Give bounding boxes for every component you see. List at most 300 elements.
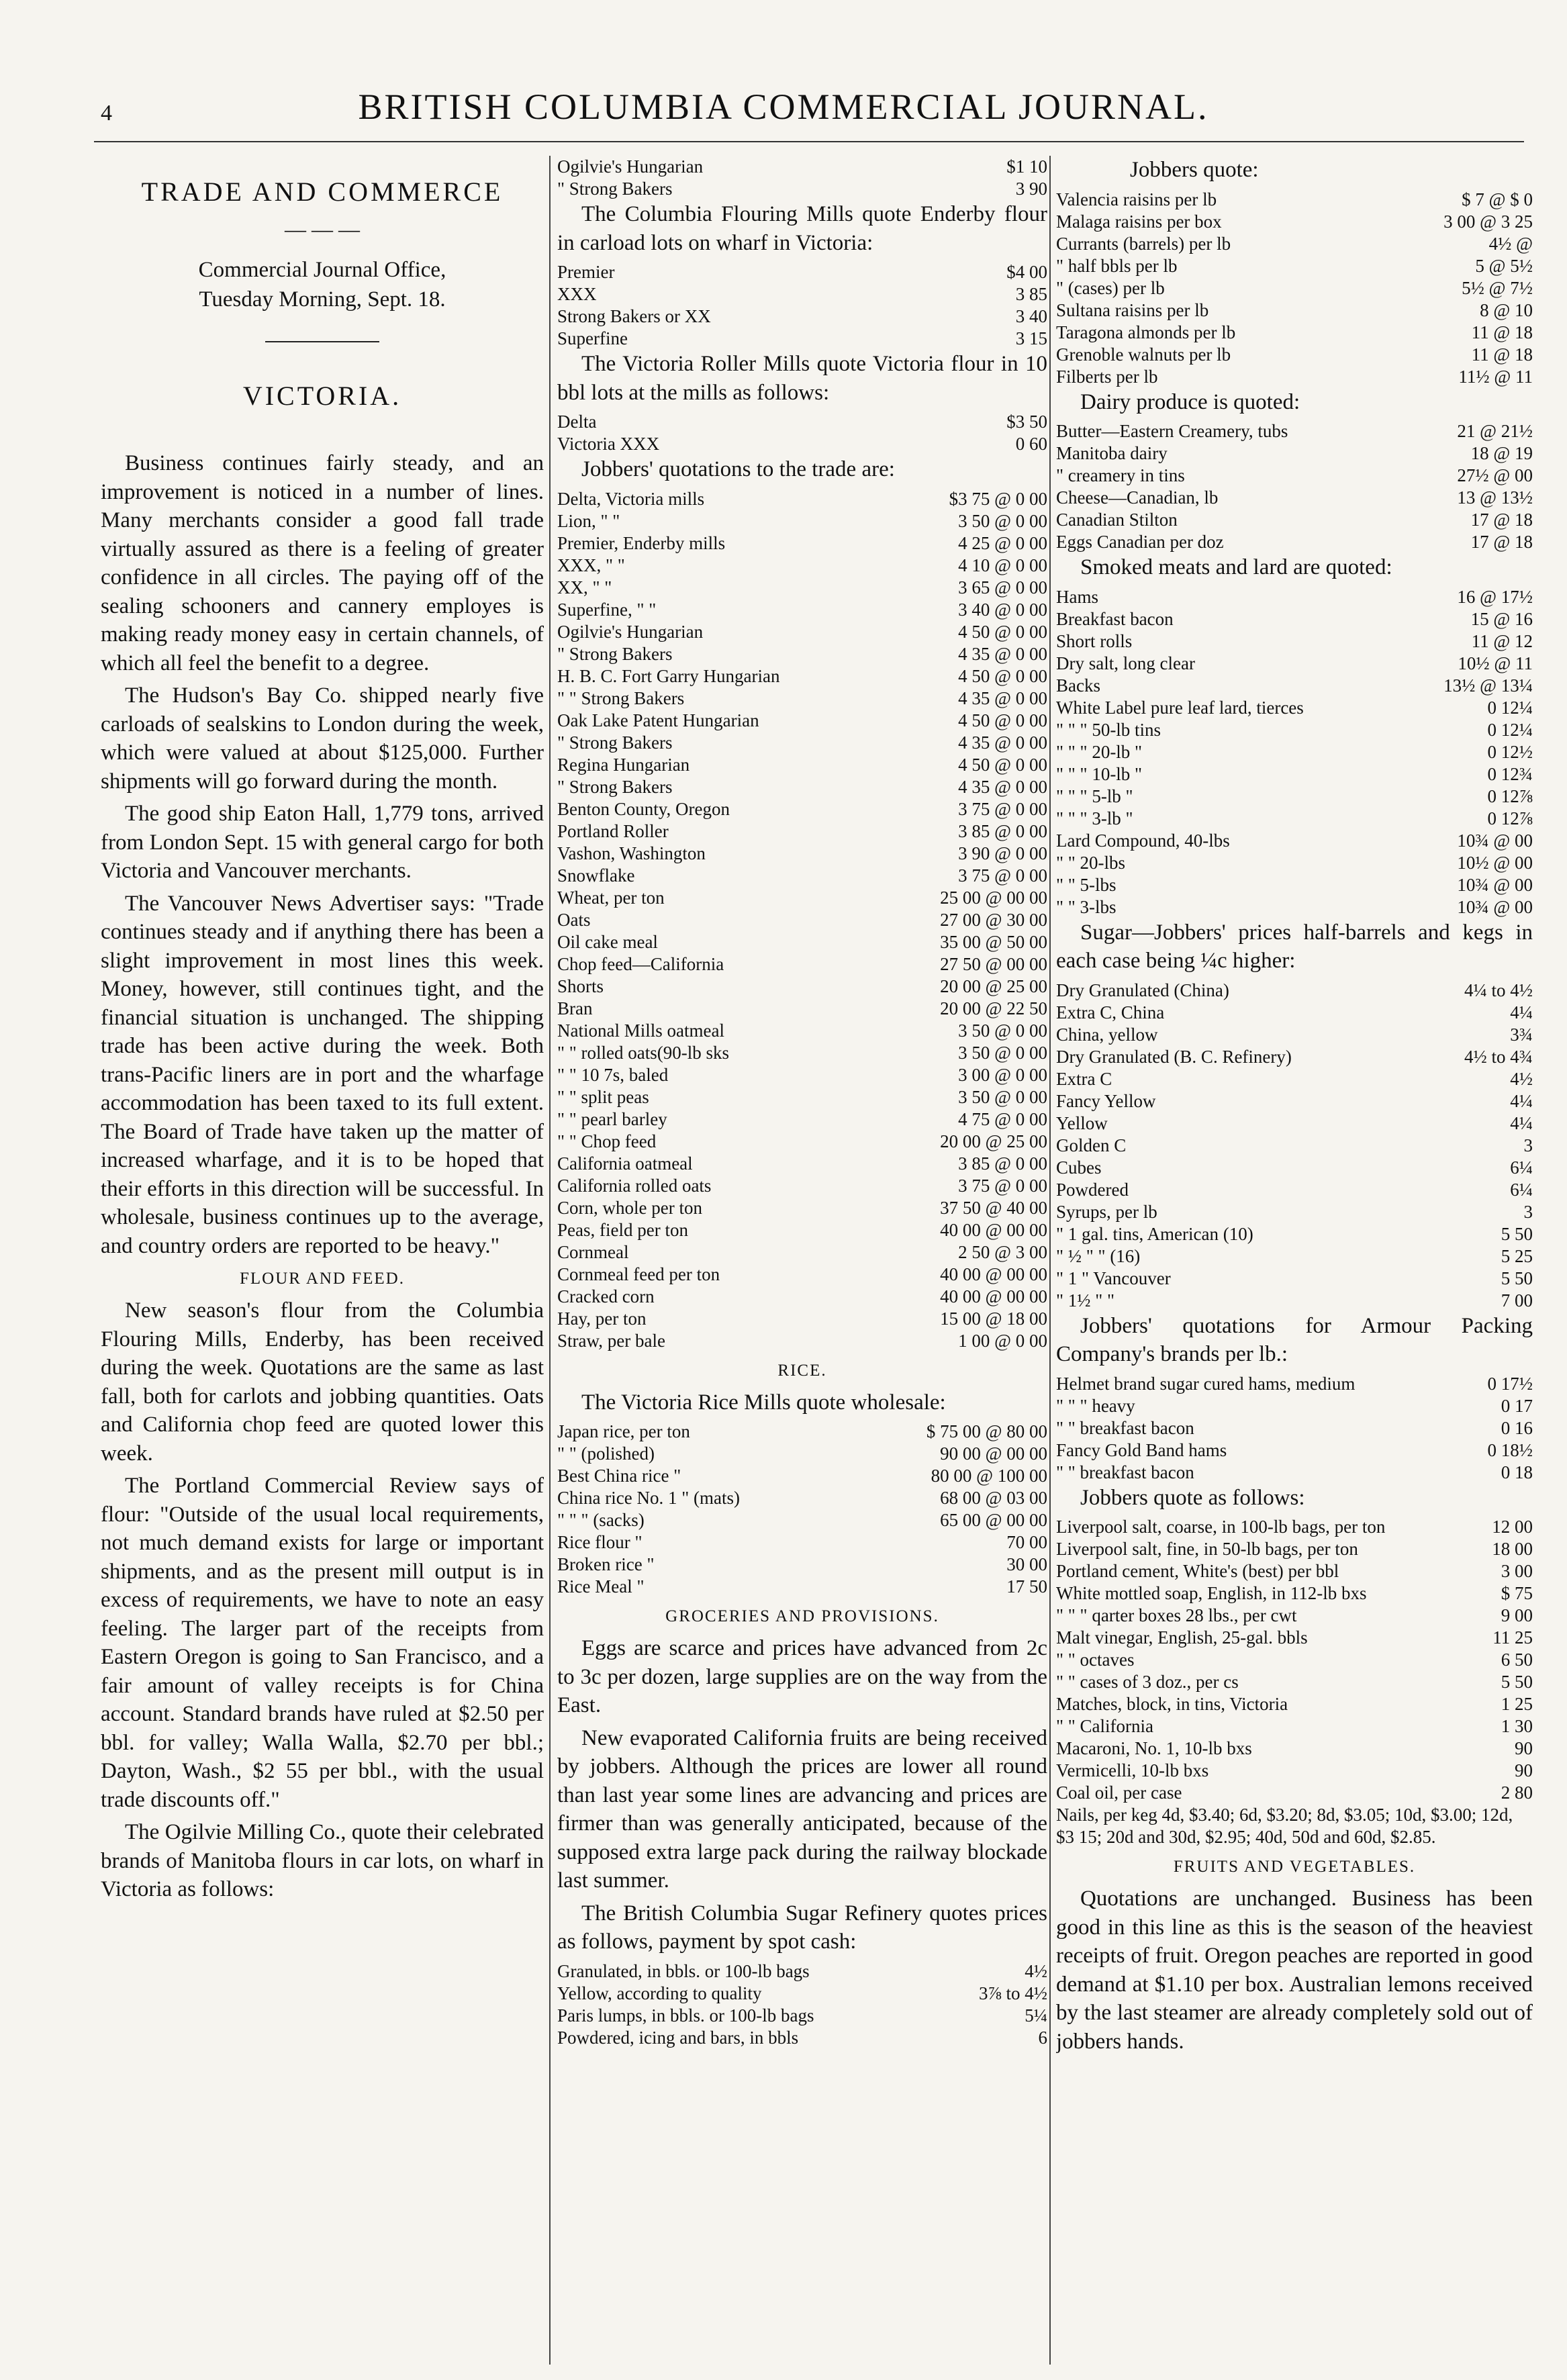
item-label: " (cases) per lb (1056, 277, 1165, 298)
item-label: Taragona almonds per lb (1056, 322, 1236, 342)
item-label: " ½ " " (16) (1056, 1245, 1141, 1266)
price-row (1056, 189, 1533, 211)
item-label: Victoria XXX (557, 434, 660, 454)
price-row (1056, 1157, 1533, 1179)
item-label: " " Chop feed (557, 1131, 657, 1151)
price-row (557, 1286, 1047, 1308)
item-label: Bran (557, 998, 593, 1018)
price-row (1056, 1738, 1533, 1760)
item-label: Straw, per bale (557, 1330, 665, 1351)
item-label: Lard Compound, 40-lbs (1056, 830, 1230, 851)
item-label: " Strong Bakers (557, 179, 673, 199)
item-label: Currants (barrels) per lb (1056, 233, 1231, 254)
price-row (557, 1531, 1047, 1554)
item-price: 1 25 (1501, 1694, 1533, 1714)
price-row (557, 305, 1047, 328)
price-row (1056, 852, 1533, 874)
item-label: Ogilvie's Hungarian (557, 156, 704, 177)
item-label: Rice flour " (557, 1532, 643, 1552)
item-price: 12 00 (1492, 1517, 1533, 1537)
item-label: Fancy Gold Band hams (1056, 1439, 1227, 1460)
price-row (1056, 874, 1533, 896)
item-label: Hams (1056, 586, 1098, 607)
price-row (557, 328, 1047, 350)
item-label: " 1½ " " (1056, 1290, 1115, 1311)
item-price: 37 50 @ 40 00 (940, 1197, 1047, 1218)
price-row (1056, 1068, 1533, 1090)
price-row (1056, 763, 1533, 786)
item-price: 90 (1515, 1760, 1533, 1780)
price-list (1056, 1373, 1533, 1484)
subheading-flour: FLOUR AND FEED. (240, 1270, 405, 1288)
dateline-office: Commercial Journal Office, (198, 258, 446, 282)
item-price: 6 50 (1501, 1650, 1533, 1670)
price-row (557, 732, 1047, 754)
price-row (557, 1330, 1047, 1352)
item-price: 20 00 @ 25 00 (940, 1131, 1047, 1151)
item-price: 27 00 @ 30 00 (940, 909, 1047, 930)
price-row (1056, 1439, 1533, 1462)
item-label: Cornmeal feed per ton (557, 1264, 720, 1284)
item-label: Matches, block, in tins, Victoria (1056, 1694, 1288, 1714)
price-row (557, 1983, 1047, 2005)
item-price: 15 @ 16 (1470, 608, 1533, 629)
item-label: White Label pure leaf lard, tierces (1056, 697, 1304, 718)
price-row (557, 975, 1047, 998)
item-label: Strong Bakers or XX (557, 306, 711, 326)
price-row (557, 1064, 1047, 1086)
item-label: " creamery in tins (1056, 465, 1185, 485)
item-label: " " (polished) (557, 1443, 655, 1464)
item-price: 30 00 (1006, 1554, 1047, 1574)
item-label: " " " (sacks) (557, 1510, 645, 1530)
item-price: $ 7 @ $ 0 (1462, 189, 1533, 209)
price-row (1056, 1090, 1533, 1112)
item-label: H. B. C. Fort Garry Hungarian (557, 665, 780, 686)
item-label: Premier (557, 262, 615, 282)
item-price: 3 15 (1015, 328, 1047, 348)
item-price: $3 50 (1006, 412, 1047, 432)
price-row (1056, 531, 1533, 553)
price-row (1056, 1223, 1533, 1245)
item-label: Regina Hungarian (557, 754, 690, 775)
price-row (557, 411, 1047, 433)
item-label: " 1 gal. tins, American (10) (1056, 1223, 1253, 1244)
item-label: Oak Lake Patent Hungarian (557, 710, 759, 730)
price-row (1056, 1002, 1533, 1024)
item-price: 40 00 @ 00 00 (940, 1286, 1047, 1306)
item-price: 5 @ 5½ (1475, 255, 1533, 276)
price-row (557, 1465, 1047, 1487)
paragraph: Business continues fairly steady, and an improvement is noticed in a number of lines. Many merchants consider a good fall trade virtually assured as there is a feeling of greater confidence in all circles. The paying off of the sealing schooners and cannery employes is making ready money easy in certain channels, of which all feel the benefit to a degree. (101, 451, 544, 675)
item-price: 4½ (1510, 1068, 1533, 1089)
price-row (557, 510, 1047, 532)
price-row (1056, 1760, 1533, 1782)
paragraph: The Hudson's Bay Co. shipped nearly five carloads of sealskins to London during the week, which were valued at about $125,000. Further shipments will go forward during the month. (101, 683, 544, 794)
item-price: 3 85 @ 0 00 (958, 820, 1047, 841)
item-price: 4¼ (1510, 1002, 1533, 1022)
item-price: 3 90 @ 0 00 (958, 843, 1047, 863)
item-price: 40 00 @ 00 00 (940, 1264, 1047, 1284)
item-label: Cracked corn (557, 1286, 655, 1306)
item-label: " Strong Bakers (557, 776, 673, 797)
price-row (1056, 1268, 1533, 1290)
subheading-rice: RICE. (777, 1361, 827, 1380)
item-price: 17 @ 18 (1470, 510, 1533, 530)
item-label: " half bbls per lb (1056, 255, 1178, 276)
item-label: California oatmeal (557, 1153, 693, 1174)
item-label: Helmet brand sugar cured hams, medium (1056, 1373, 1356, 1394)
price-list (557, 156, 1047, 200)
item-price: 4 35 @ 0 00 (958, 687, 1047, 708)
paragraph: New season's flour from the Columbia Flouring Mills, Enderby, has been received during the week. Quotations are the same as last fall, both for carlots and jobbing quantities. Oats and California chop feed are quoted lower this week. (101, 1298, 544, 1466)
item-label: Valencia raisins per lb (1056, 189, 1217, 209)
item-price: 3 40 (1015, 306, 1047, 326)
price-row (1056, 233, 1533, 255)
item-price: 27 50 @ 00 00 (940, 953, 1047, 974)
price-row (557, 2027, 1047, 2049)
item-label: Rice Meal " (557, 1576, 645, 1597)
item-price: 10½ @ 00 (1457, 852, 1533, 873)
item-label: Yellow, according to quality (557, 1983, 762, 2003)
item-price: 3 85 @ 0 00 (958, 1153, 1047, 1174)
item-label: Japan rice, per ton (557, 1421, 690, 1441)
price-row (557, 643, 1047, 665)
item-price: 3 40 @ 0 00 (958, 599, 1047, 620)
item-price: 0 17½ (1487, 1373, 1533, 1394)
price-row (557, 1131, 1047, 1153)
item-label: " " breakfast bacon (1056, 1417, 1194, 1438)
price-row (1056, 1201, 1533, 1223)
item-price: 2 80 (1501, 1782, 1533, 1803)
item-price: 6¼ (1510, 1179, 1533, 1200)
item-price: 4 50 @ 0 00 (958, 754, 1047, 775)
item-price: $3 75 @ 0 00 (949, 488, 1047, 509)
item-price: 3 65 @ 0 00 (958, 577, 1047, 598)
price-row (1056, 1417, 1533, 1439)
item-label: Lion, " " (557, 510, 620, 531)
item-price: 0 12¼ (1487, 697, 1533, 718)
item-price: 15 00 @ 18 00 (940, 1308, 1047, 1329)
price-row (1056, 830, 1533, 852)
price-row (557, 178, 1047, 200)
price-row (1056, 1462, 1533, 1484)
price-row (557, 687, 1047, 710)
item-label: Powdered (1056, 1179, 1129, 1200)
item-label: Dry Granulated (China) (1056, 980, 1229, 1000)
item-price: 0 16 (1501, 1417, 1533, 1438)
price-row (557, 1108, 1047, 1131)
price-row (557, 776, 1047, 798)
item-label: Oil cake meal (557, 931, 658, 952)
item-price: 11 25 (1492, 1627, 1533, 1648)
price-row (1056, 255, 1533, 277)
item-price: 6 (1038, 2027, 1047, 2048)
column-2 (557, 156, 1047, 2365)
price-row (1056, 630, 1533, 653)
item-price: 5 50 (1501, 1223, 1533, 1244)
price-row (557, 1960, 1047, 1983)
item-price: 17 50 (1006, 1576, 1047, 1597)
item-label: Grenoble walnuts per lb (1056, 344, 1231, 365)
item-label: Eggs Canadian per doz (1056, 532, 1224, 552)
item-label: Corn, whole per ton (557, 1197, 702, 1218)
price-row (557, 1576, 1047, 1598)
item-price: 3 (1523, 1201, 1533, 1222)
price-row (1056, 1179, 1533, 1201)
item-label: Yellow (1056, 1112, 1108, 1133)
item-price: 10¾ @ 00 (1457, 896, 1533, 917)
item-label: XXX (557, 284, 597, 304)
subheading-groceries: GROCERIES AND PROVISIONS. (665, 1607, 939, 1625)
column-3 (1056, 156, 1533, 2365)
price-list (557, 261, 1047, 350)
price-row (557, 931, 1047, 953)
item-label: XXX, " " (557, 555, 625, 575)
item-label: Dry salt, long clear (1056, 653, 1195, 673)
item-label: Cornmeal (557, 1241, 629, 1262)
price-row (1056, 211, 1533, 233)
item-price: 5 25 (1501, 1245, 1533, 1266)
price-row (1056, 277, 1533, 299)
price-row (1056, 653, 1533, 675)
item-label: " " " 10-lb " (1056, 763, 1143, 784)
item-label: Syrups, per lb (1056, 1201, 1157, 1222)
item-label: " " octaves (1056, 1650, 1135, 1670)
item-label: Shorts (557, 975, 604, 996)
item-label: Granulated, in bbls. or 100-lb bags (557, 1960, 810, 1981)
price-row (557, 798, 1047, 820)
paragraph: New evaporated California fruits are being received by jobbers. Although the prices are lower all round than last year some lines are advancing and prices are firmer than was generally anticipated, because of the supposed extra large pack during the railway blockade last summer. (557, 1725, 1047, 1893)
price-row (557, 1509, 1047, 1531)
price-row (557, 433, 1047, 455)
price-row (1056, 442, 1533, 465)
paragraph: The Columbia Flouring Mills quote Enderby flour in carload lots on wharf in Victoria: (557, 202, 1047, 255)
item-label: " Strong Bakers (557, 732, 673, 753)
price-row (1056, 1560, 1533, 1582)
price-row (1056, 1290, 1533, 1312)
item-price: 4 35 @ 0 00 (958, 643, 1047, 664)
price-row (557, 1175, 1047, 1197)
item-label: " Strong Bakers (557, 643, 673, 664)
price-row (1056, 1516, 1533, 1538)
item-price: 3⅞ to 4½ (978, 1983, 1047, 2003)
price-row (557, 283, 1047, 305)
price-row (557, 156, 1047, 178)
price-row (557, 1241, 1047, 1264)
price-row (557, 843, 1047, 865)
price-row (1056, 1605, 1533, 1627)
item-label: Cheese—Canadian, lb (1056, 487, 1219, 508)
item-label: White mottled soap, English, in 112-lb bxs (1056, 1583, 1367, 1603)
item-price: 3 75 @ 0 00 (958, 865, 1047, 886)
item-price: 4 25 @ 0 00 (958, 532, 1047, 553)
subheading-victoria: VICTORIA. (242, 381, 402, 411)
page-number: 4 (101, 101, 112, 126)
item-label: Cubes (1056, 1157, 1102, 1178)
item-label: " " California (1056, 1716, 1154, 1736)
item-label: Butter—Eastern Creamery, tubs (1056, 421, 1288, 441)
price-row (1056, 719, 1533, 741)
price-row (1056, 586, 1533, 608)
item-label: Liverpool salt, coarse, in 100-lb bags, per ton (1056, 1517, 1386, 1537)
price-row (1056, 1024, 1533, 1046)
item-label: Delta (557, 412, 597, 432)
price-row (1056, 322, 1533, 344)
item-price: 5¼ (1025, 2005, 1047, 2026)
item-label: " " Strong Bakers (557, 687, 685, 708)
item-price: 4¼ (1510, 1090, 1533, 1111)
price-row (1056, 808, 1533, 830)
item-price: 0 12½ (1487, 741, 1533, 762)
price-row (557, 1197, 1047, 1219)
item-price: 3 00 @ 3 25 (1443, 211, 1533, 232)
item-price: 4 75 @ 0 00 (958, 1108, 1047, 1129)
item-label: China rice No. 1 " (mats) (557, 1488, 740, 1508)
price-row (557, 665, 1047, 687)
item-label: Extra C (1056, 1068, 1112, 1089)
item-label: " " 5-lbs (1056, 874, 1117, 895)
item-price: 4 10 @ 0 00 (958, 555, 1047, 575)
price-row (557, 2005, 1047, 2027)
price-row (557, 1086, 1047, 1108)
price-list (1056, 1516, 1533, 1804)
item-label: Canadian Stilton (1056, 510, 1178, 530)
item-price: 25 00 @ 00 00 (940, 887, 1047, 908)
item-label: Manitoba dairy (1056, 443, 1168, 463)
price-row (1056, 675, 1533, 697)
item-label: Premier, Enderby mills (557, 532, 726, 553)
price-row (557, 710, 1047, 732)
price-row (1056, 1693, 1533, 1715)
item-price: 1 30 (1501, 1716, 1533, 1736)
price-row (557, 577, 1047, 599)
item-label: " " " 3-lb " (1056, 808, 1133, 828)
price-row (1056, 1782, 1533, 1804)
price-row (557, 1308, 1047, 1330)
item-price: 5 50 (1501, 1268, 1533, 1288)
price-row (1056, 299, 1533, 322)
item-price: 68 00 @ 03 00 (940, 1488, 1047, 1508)
item-price: 21 @ 21½ (1457, 421, 1533, 441)
paragraph: Sugar—Jobbers' prices half-barrels and kegs in each case being ¼c higher: (1056, 920, 1533, 973)
price-row (557, 820, 1047, 843)
item-price: 4 50 @ 0 00 (958, 665, 1047, 686)
price-list (557, 488, 1047, 1352)
price-row (1056, 366, 1533, 388)
nails-prices: Nails, per keg 4d, $3.40; 6d, $3.20; 8d, $3.05; 10d, $3.00; 12d, $3 15; 20d and 30d, $2.95; 40d, 50d and 60d, $2.85. (1056, 1805, 1513, 1847)
item-label: China, yellow (1056, 1024, 1158, 1045)
item-price: 40 00 @ 00 00 (940, 1219, 1047, 1240)
price-row (1056, 980, 1533, 1002)
price-row (557, 1487, 1047, 1509)
price-list (557, 1421, 1047, 1598)
item-price: 18 @ 19 (1470, 443, 1533, 463)
price-row (557, 887, 1047, 909)
item-price: 90 (1515, 1738, 1533, 1758)
price-row (557, 1042, 1047, 1064)
item-price: 3 90 (1015, 179, 1047, 199)
item-label: Powdered, icing and bars, in bbls (557, 2027, 799, 2048)
item-price: 27½ @ 00 (1457, 465, 1533, 485)
item-label: " " breakfast bacon (1056, 1462, 1194, 1482)
paragraph: The Portland Commercial Review says of flour: "Outside of the usual local requirements, not much demand exists for large or important shipments, and as the present mill output is in excess of requirements, we have to note an easy feeling. The larger part of the receipts from Eastern Oregon is going to San Francisco, and a fair amount of valley receipts is for China account. Standard brands have ruled at $2.50 per bbl. for valley; Walla Walla, $2.70 per bbl.; Dayton, Wash., $2 55 per bbl., with the usual trade discounts off." (101, 1474, 544, 1812)
item-price: 11 @ 12 (1471, 630, 1533, 651)
item-price: 20 00 @ 22 50 (940, 998, 1047, 1018)
heading-dash: — — — (285, 217, 360, 241)
price-row (1056, 1395, 1533, 1417)
item-price: 5½ @ 7½ (1462, 277, 1533, 298)
column-divider (549, 156, 551, 2365)
price-row (1056, 697, 1533, 719)
item-label: " " 10 7s, baled (557, 1064, 669, 1085)
price-row (1056, 1245, 1533, 1268)
item-price: 8 @ 10 (1480, 299, 1533, 320)
divider (265, 341, 379, 342)
paragraph: The good ship Eaton Hall, 1,779 tons, arrived from London Sept. 15 with general cargo for both Victoria and Vancouver merchants. (101, 802, 544, 883)
price-row (1056, 896, 1533, 918)
item-price: 0 18½ (1487, 1439, 1533, 1460)
item-label: Chop feed—California (557, 953, 724, 974)
item-price: 10¾ @ 00 (1457, 874, 1533, 895)
item-label: Oats (557, 909, 591, 930)
item-price: 90 00 @ 00 00 (940, 1443, 1047, 1464)
item-price: 11 @ 18 (1471, 344, 1533, 365)
price-row (1056, 741, 1533, 763)
item-label: " " 20-lbs (1056, 852, 1126, 873)
price-row (557, 754, 1047, 776)
paragraph: Jobbers' quotations for Armour Packing Company's brands per lb.: (1056, 1313, 1533, 1366)
price-list (557, 1960, 1047, 2049)
item-price: 0 17 (1501, 1395, 1533, 1416)
item-label: Coal oil, per case (1056, 1782, 1182, 1803)
paragraph: Quotations are unchanged. Business has been good in this line as this is the season of the heaviest receipts of fruit. Oregon peaches are reported in good demand at $1.10 per box. Australian lemons received by the last steamer are already completely sold out of jobbers hands. (1056, 1887, 1533, 2054)
item-price: 4 50 @ 0 00 (958, 710, 1047, 730)
item-price: 1 00 @ 0 00 (958, 1330, 1047, 1351)
item-price: 11 @ 18 (1471, 322, 1533, 342)
item-price: 13½ @ 13¼ (1443, 675, 1533, 696)
price-row (557, 998, 1047, 1020)
paragraph: The Victoria Roller Mills quote Victoria flour in 10 bbl lots at the mills as follows: (557, 352, 1047, 405)
item-label: Hay, per ton (557, 1308, 647, 1329)
price-row (1056, 1627, 1533, 1649)
item-label: California rolled oats (557, 1175, 712, 1196)
paragraph: Eggs are scarce and prices have advanced from 2c to 3c per dozen, large supplies are on the way from the East. (557, 1636, 1047, 1717)
paragraph: Jobbers quote: (1130, 158, 1259, 182)
price-row (557, 1421, 1047, 1443)
item-price: 6¼ (1510, 1157, 1533, 1178)
item-price: $1 10 (1006, 156, 1047, 177)
price-row (557, 909, 1047, 931)
item-price: 4½ @ (1488, 233, 1533, 254)
item-label: Dry Granulated (B. C. Refinery) (1056, 1046, 1292, 1067)
price-row (1056, 608, 1533, 630)
item-price: 3 75 @ 0 00 (958, 798, 1047, 819)
item-label: " " split peas (557, 1086, 649, 1107)
item-price: 3 (1523, 1135, 1533, 1155)
item-price: 35 00 @ 50 00 (940, 931, 1047, 952)
price-row (1056, 1046, 1533, 1068)
item-label: Liverpool salt, fine, in 50-lb bags, per ton (1056, 1539, 1358, 1559)
price-row (1056, 509, 1533, 531)
item-price: 4½ to 4¾ (1464, 1046, 1533, 1067)
item-label: " " " heavy (1056, 1395, 1135, 1416)
item-label: " " 3-lbs (1056, 896, 1117, 917)
price-list (1056, 189, 1533, 388)
item-label: National Mills oatmeal (557, 1020, 724, 1041)
column-divider (1049, 156, 1051, 2365)
price-row (1056, 1582, 1533, 1605)
